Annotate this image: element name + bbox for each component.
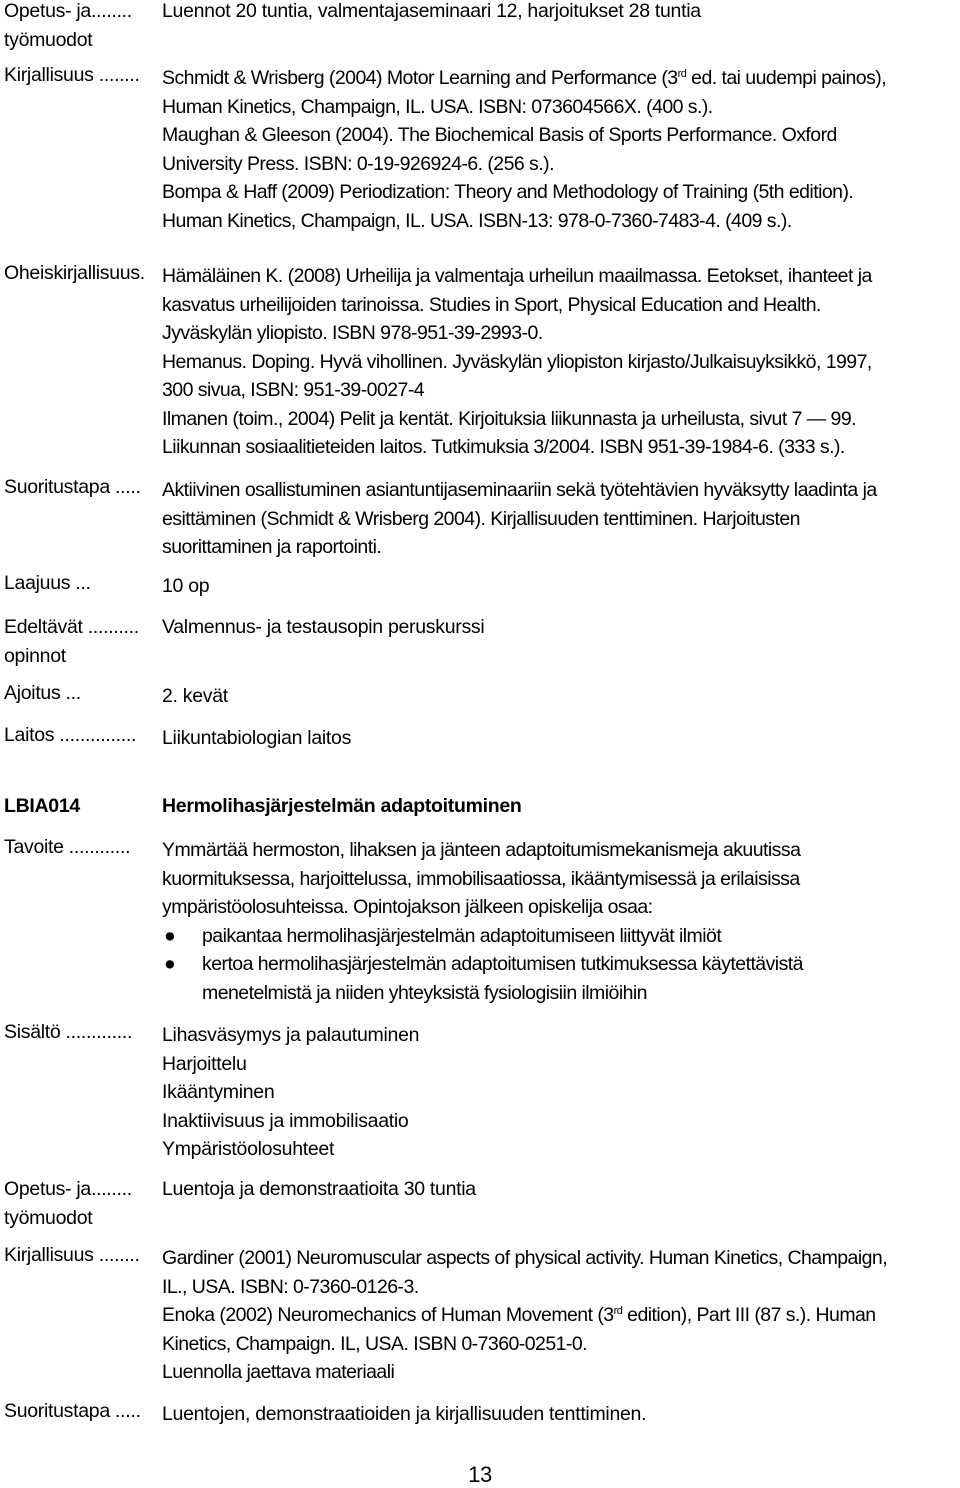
timing-label: Ajoitus ...: [4, 682, 81, 704]
objective-line: Ymmärtää hermoston, lihaksen ja jänteen adaptoitumismekanismeja akuutissa: [162, 839, 801, 861]
supplementary-line: Hämäläinen K. (2008) Urheilija ja valmentaja urheilun maailmassa. Eetokset, ihanteet ja: [162, 265, 872, 287]
teaching-methods-value: Luennot 20 tuntia, valmentajaseminaari 12, harjoitukset 28 tuntia: [162, 0, 701, 22]
assessment-line: suorittaminen ja raportointi.: [162, 536, 382, 558]
prerequisites-label: Edeltävät .......... opinnot: [4, 616, 139, 667]
teaching-methods-row-2: [4, 1175, 956, 1232]
objective-label: Tavoite ............: [4, 836, 131, 858]
supplementary-literature-list: [162, 262, 956, 462]
supplementary-line: Jyväskylän yliopisto. ISBN 978-951-39-2993-0.: [162, 322, 543, 344]
supplementary-literature-row: [4, 262, 956, 462]
supplementary-line: Ilmanen (toim., 2004) Pelit ja kentät. Kirjoituksia liikunnasta ja urheilusta, sivut 7 — 99.: [162, 407, 857, 430]
literature-list: [162, 64, 956, 235]
prerequisites-value: Valmennus- ja testausopin peruskurssi: [162, 616, 485, 638]
teaching-methods-row: [4, 0, 956, 54]
assessment-row: [4, 476, 956, 562]
teaching-methods-label: Opetus- ja........ työmuodot: [4, 0, 132, 51]
literature-line: Human Kinetics, Champaign, IL. USA. ISBN-13: 978-0-7360-7483-4. (409 s.).: [162, 209, 792, 232]
literature-line: Kinetics, Champaign. IL, USA. ISBN 0-7360-0251-0.: [162, 1332, 588, 1355]
literature-line: Human Kinetics, Champaign, IL. USA. ISBN: 073604566X. (400 s.).: [162, 95, 713, 118]
literature-line: Luennolla jaettava materiaali: [162, 1361, 395, 1383]
content-item: Ympäristöolosuhteet: [162, 1138, 335, 1160]
assessment-label: Suoritustapa .....: [4, 476, 141, 498]
teaching-methods-label: Opetus- ja........ työmuodot: [4, 1178, 132, 1229]
bullet-icon: ●: [164, 953, 176, 975]
literature-row: [4, 64, 956, 235]
bullet-text: menetelmistä ja niiden yhteyksistä fysiologisiin ilmiöihin: [202, 981, 647, 1004]
bullet-icon: ●: [164, 924, 176, 947]
bullet-text: kertoa hermolihasjärjestelmän adaptoitumisen tutkimuksessa käytettävistä: [202, 953, 803, 975]
objective-bullet: [162, 922, 956, 951]
literature-line: Gardiner (2001) Neuromuscular aspects of physical activity. Human Kinetics, Champaign,: [162, 1247, 888, 1269]
literature-row-2: [4, 1244, 956, 1387]
content-label: Sisältö .............: [4, 1021, 133, 1043]
supplementary-line: Hemanus. Doping. Hyvä vihollinen. Jyväskylän yliopiston kirjasto/Julkaisuyksikkö, 1997,: [162, 350, 872, 373]
course-title: Hermolihasjärjestelmän adaptoituminen: [162, 795, 522, 817]
supplementary-line: Liikunnan sosiaalitieteiden laitos. Tutkimuksia 3/2004. ISBN 951-39-1984-6. (333 s.).: [162, 436, 845, 458]
literature-line: Enoka (2002) Neuromechanics of Human Movement (3rd edition), Part III (87 s.). Human: [162, 1304, 876, 1326]
objective-line: ympäristöolosuhteissa. Opintojakson jälkeen opiskelija osaa:: [162, 896, 653, 918]
department-value: Liikuntabiologian laitos: [162, 727, 352, 749]
supplementary-literature-label: Oheiskirjallisuus.: [4, 262, 145, 284]
content-item: Ikääntyminen: [162, 1081, 275, 1103]
assessment-line: esittäminen (Schmidt & Wrisberg 2004). Kirjallisuuden tenttiminen. Harjoitusten: [162, 507, 800, 530]
bullet-text: paikantaa hermolihasjärjestelmän adaptoitumiseen liittyvät ilmiöt: [202, 924, 722, 947]
content-item: Lihasväsymys ja palautuminen: [162, 1024, 420, 1046]
scope-label: Laajuus ...: [4, 572, 91, 594]
supplementary-line: kasvatus urheilijoiden tarinoissa. Studies in Sport, Physical Education and Health.: [162, 293, 821, 316]
literature-line: Maughan & Gleeson (2004). The Biochemical Basis of Sports Performance. Oxford: [162, 124, 837, 146]
assessment-row-2: [4, 1400, 956, 1429]
department-label: Laitos ...............: [4, 724, 137, 746]
assessment-label: Suoritustapa .....: [4, 1400, 141, 1422]
timing-row: [4, 682, 956, 711]
literature-line: University Press. ISBN: 0-19-926924-6. (256 s.).: [162, 152, 554, 175]
content-list: [162, 1021, 956, 1164]
department-row: [4, 724, 956, 753]
objective-bullet: [162, 950, 956, 1007]
literature-list: [162, 1244, 956, 1387]
course-code: LBIA014: [4, 795, 80, 817]
content-row: [4, 1021, 956, 1164]
teaching-methods-value: Luentoja ja demonstraatioita 30 tuntia: [162, 1178, 476, 1200]
timing-value: 2. kevät: [162, 685, 228, 707]
content-item: Inaktiivisuus ja immobilisaatio: [162, 1109, 409, 1132]
literature-line: Bompa & Haff (2009) Periodization: Theory and Methodology of Training (5th edition).: [162, 181, 854, 203]
supplementary-line: 300 sivua, ISBN: 951-39-0027-4: [162, 379, 425, 401]
objective-line: kuormituksessa, harjoittelussa, immobilisaatiossa, ikääntymisessä ja erilaisissa: [162, 867, 800, 890]
literature-label: Kirjallisuus ........: [4, 64, 140, 86]
literature-label: Kirjallisuus ........: [4, 1244, 140, 1266]
assessment-value: Luentojen, demonstraatioiden ja kirjallisuuden tenttiminen.: [162, 1403, 647, 1425]
prerequisites-row: [4, 613, 956, 670]
content-item: Harjoittelu: [162, 1052, 247, 1075]
scope-row: [4, 572, 956, 601]
page-number: 13: [468, 1462, 492, 1487]
scope-value: 10 op: [162, 575, 210, 597]
assessment-line: Aktiivinen osallistuminen asiantuntijaseminaariin sekä työtehtävien hyväksytty laadinta ja: [162, 479, 877, 501]
objective-row: [4, 836, 956, 1007]
literature-line: Schmidt & Wrisberg (2004) Motor Learning and Performance (3rd ed. tai uudempi painos),: [162, 67, 887, 89]
literature-line: IL., USA. ISBN: 0-7360-0126-3.: [162, 1275, 419, 1298]
